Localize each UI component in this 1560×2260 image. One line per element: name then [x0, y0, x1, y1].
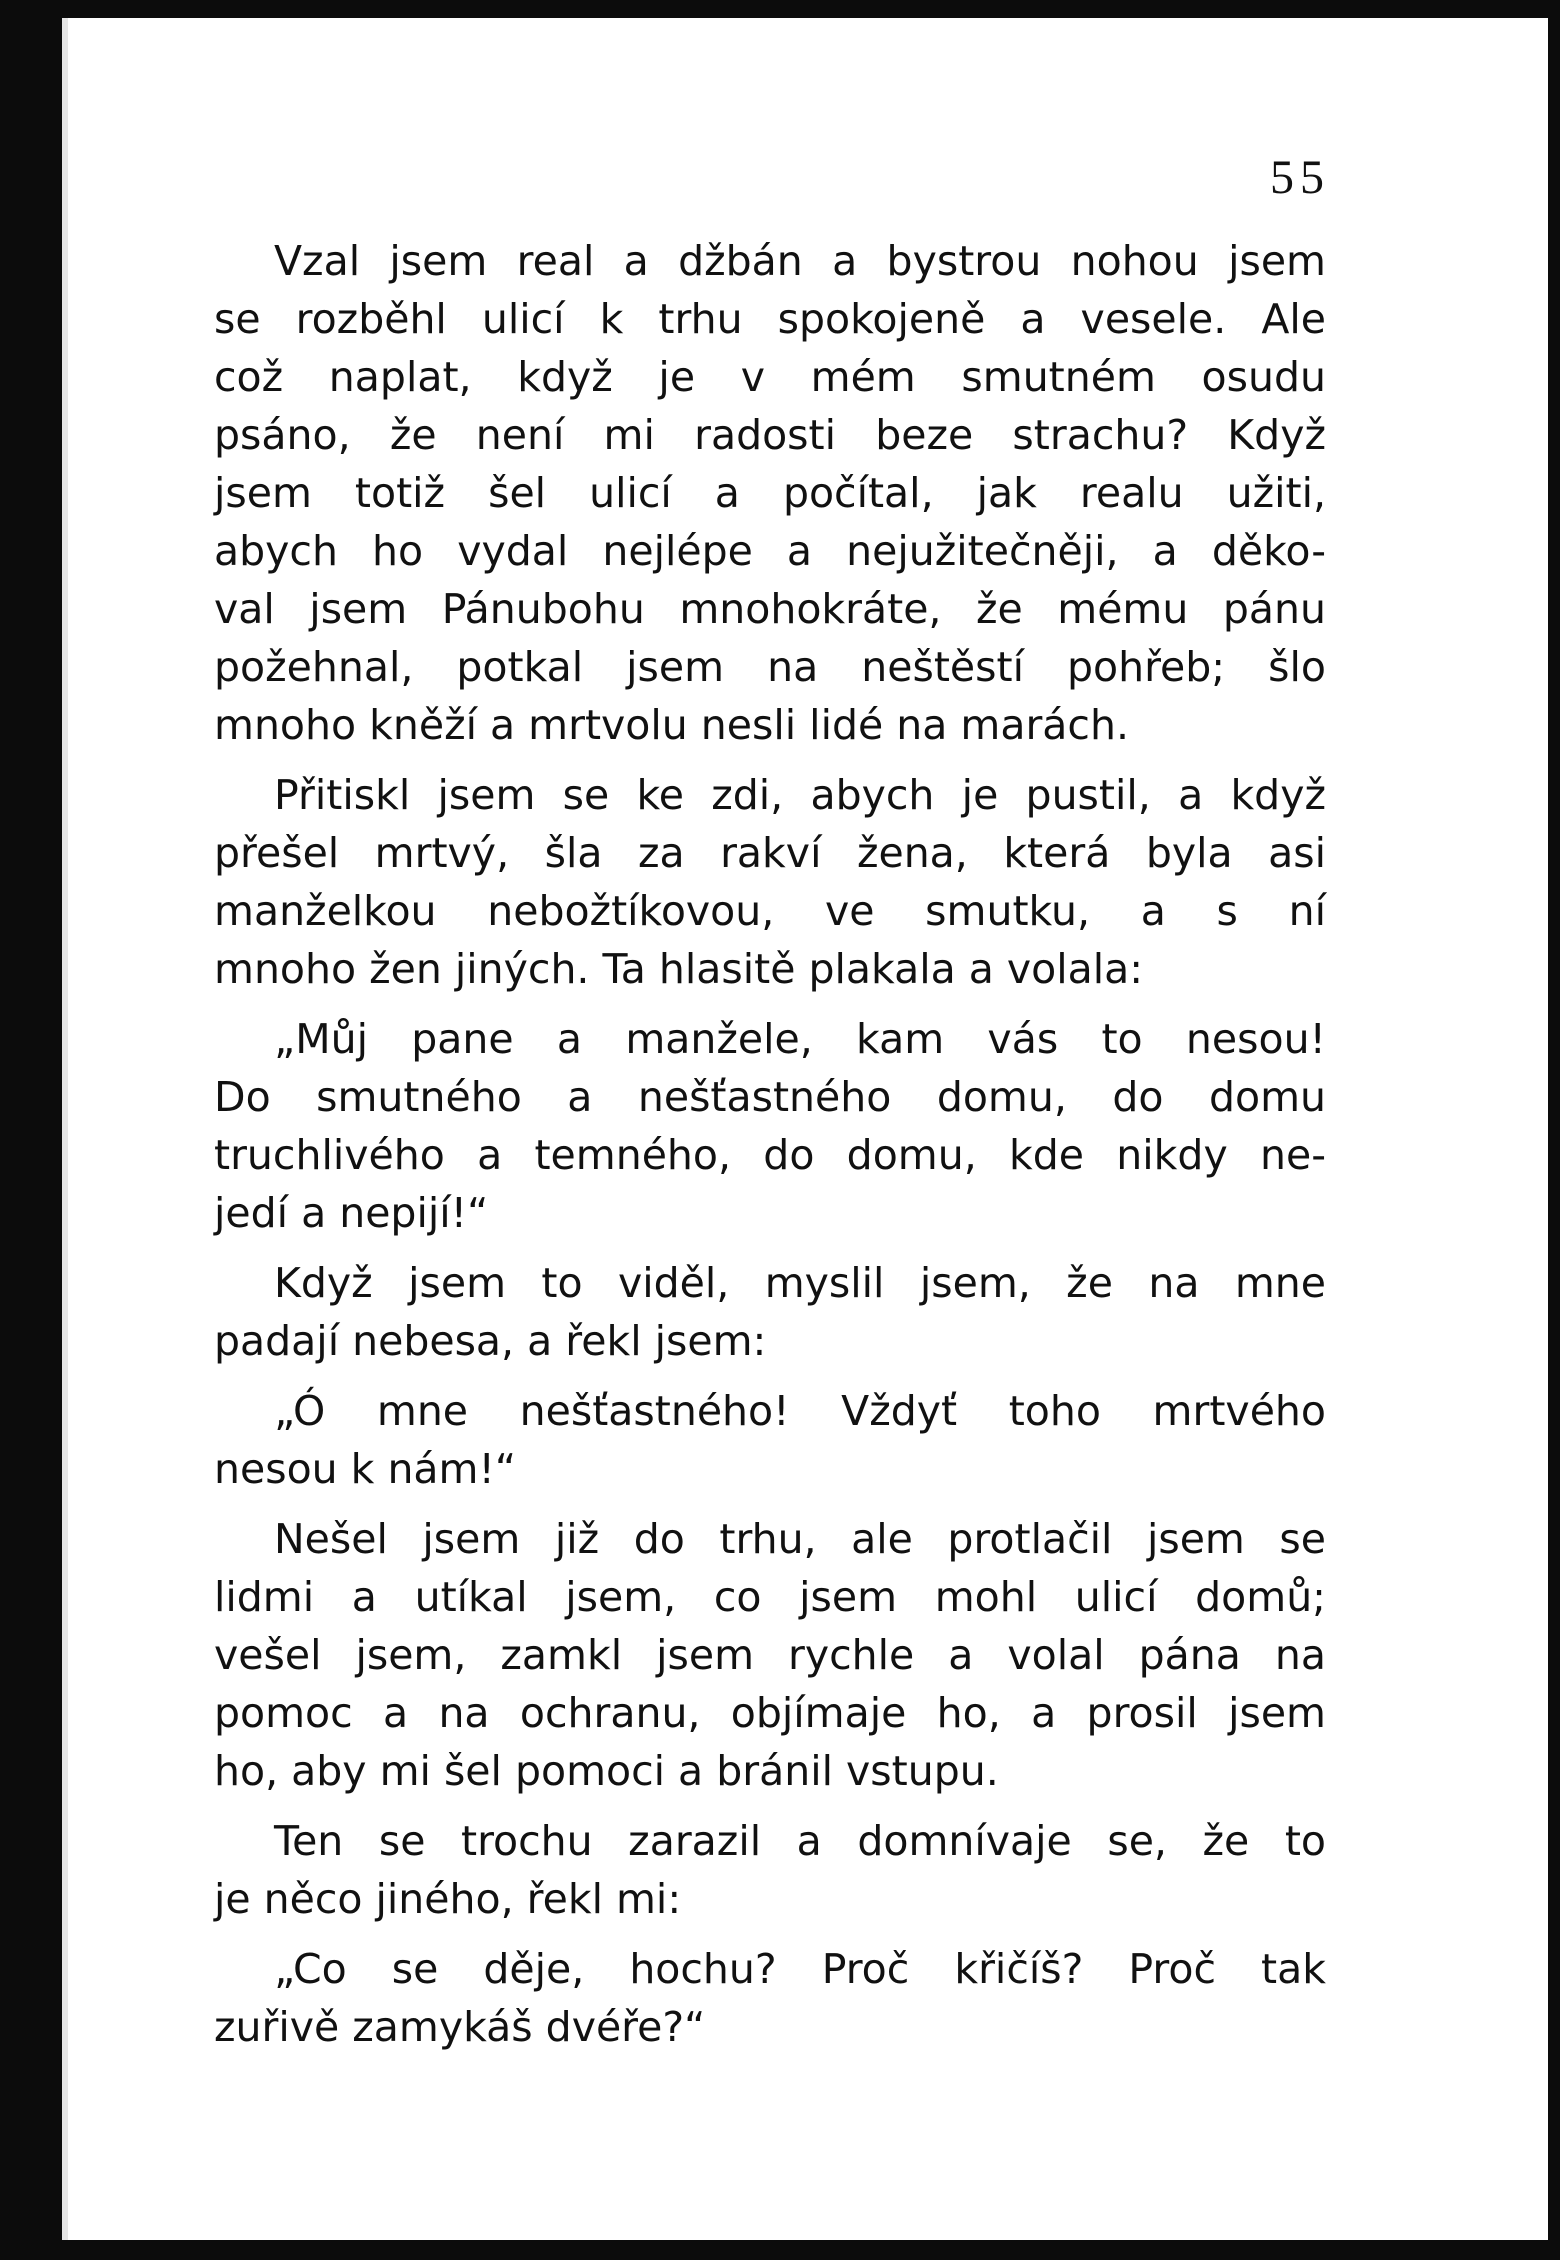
text-line: padají nebesa, a řekl jsem: — [214, 1317, 767, 1365]
text-line: manželkou nebožtíkovou, ve smutku, a s ní — [214, 887, 1326, 935]
text-line: „Co se děje, hochu? Proč křičíš? Proč tak — [274, 1945, 1326, 1993]
text-line: Nešel jsem již do trhu, ale protlačil jsem se — [274, 1515, 1326, 1563]
paragraph-3 — [214, 1010, 1326, 1242]
text-line: Přitiskl jsem se ke zdi, abych je pustil, a když — [274, 771, 1326, 819]
text-line: což naplat, když je v mém smutném osudu — [214, 353, 1326, 401]
text-line: jsem totiž šel ulicí a počítal, jak realu užiti, — [214, 469, 1326, 517]
text-line: „Můj pane a manžele, kam vás to nesou! — [274, 1015, 1326, 1063]
paragraph-5 — [214, 1382, 1326, 1498]
text-line: jedí a nepijí!“ — [214, 1189, 489, 1237]
paragraph-4 — [214, 1254, 1326, 1370]
text-line: mnoho žen jiných. Ta hlasitě plakala a volala: — [214, 945, 1144, 993]
text-line: lidmi a utíkal jsem, co jsem mohl ulicí domů; — [214, 1573, 1326, 1621]
paragraph-6 — [214, 1510, 1326, 1800]
text-line: psáno, že není mi radosti beze strachu? Když — [214, 411, 1326, 459]
paragraph-2 — [214, 766, 1326, 998]
text-line: zuřivě zamykáš dvéře?“ — [214, 2003, 706, 2051]
text-line: požehnal, potkal jsem na neštěstí pohřeb; šlo — [214, 643, 1326, 691]
text-line: vešel jsem, zamkl jsem rychle a volal pána na — [214, 1631, 1326, 1679]
paragraph-1 — [214, 232, 1326, 754]
text-line: přešel mrtvý, šla za rakví žena, která byla asi — [214, 829, 1326, 877]
page-gutter — [62, 18, 68, 2240]
text-line: pomoc a na ochranu, objímaje ho, a prosil jsem — [214, 1689, 1326, 1737]
text-line: truchlivého a temného, do domu, kde nikdy ne- — [214, 1131, 1326, 1179]
text-line: se rozběhl ulicí k trhu spokojeně a vesele. Ale — [214, 295, 1326, 343]
text-line: Vzal jsem real a džbán a bystrou nohou jsem — [274, 237, 1326, 285]
paragraph-8 — [214, 1940, 1326, 2056]
text-line: val jsem Pánubohu mnohokráte, že mému pánu — [214, 585, 1326, 633]
text-line: Ten se trochu zarazil a domnívaje se, že to — [274, 1817, 1326, 1865]
page-number: 55 — [1270, 151, 1330, 204]
text-line: Když jsem to viděl, myslil jsem, že na mne — [274, 1259, 1326, 1307]
text-line: abych ho vydal nejlépe a nejužitečněji, a děko- — [214, 527, 1326, 575]
text-line: ho, aby mi šel pomoci a bránil vstupu. — [214, 1747, 999, 1795]
text-line: nesou k nám!“ — [214, 1445, 517, 1493]
paragraph-7 — [214, 1812, 1326, 1928]
text-line: „Ó mne nešťastného! Vždyť toho mrtvého — [274, 1387, 1326, 1435]
text-line: mnoho kněží a mrtvolu nesli lidé na marách. — [214, 701, 1129, 749]
body-text — [214, 232, 1326, 2068]
text-line: Do smutného a nešťastného domu, do domu — [214, 1073, 1326, 1121]
text-line: je něco jiného, řekl mi: — [214, 1875, 682, 1923]
